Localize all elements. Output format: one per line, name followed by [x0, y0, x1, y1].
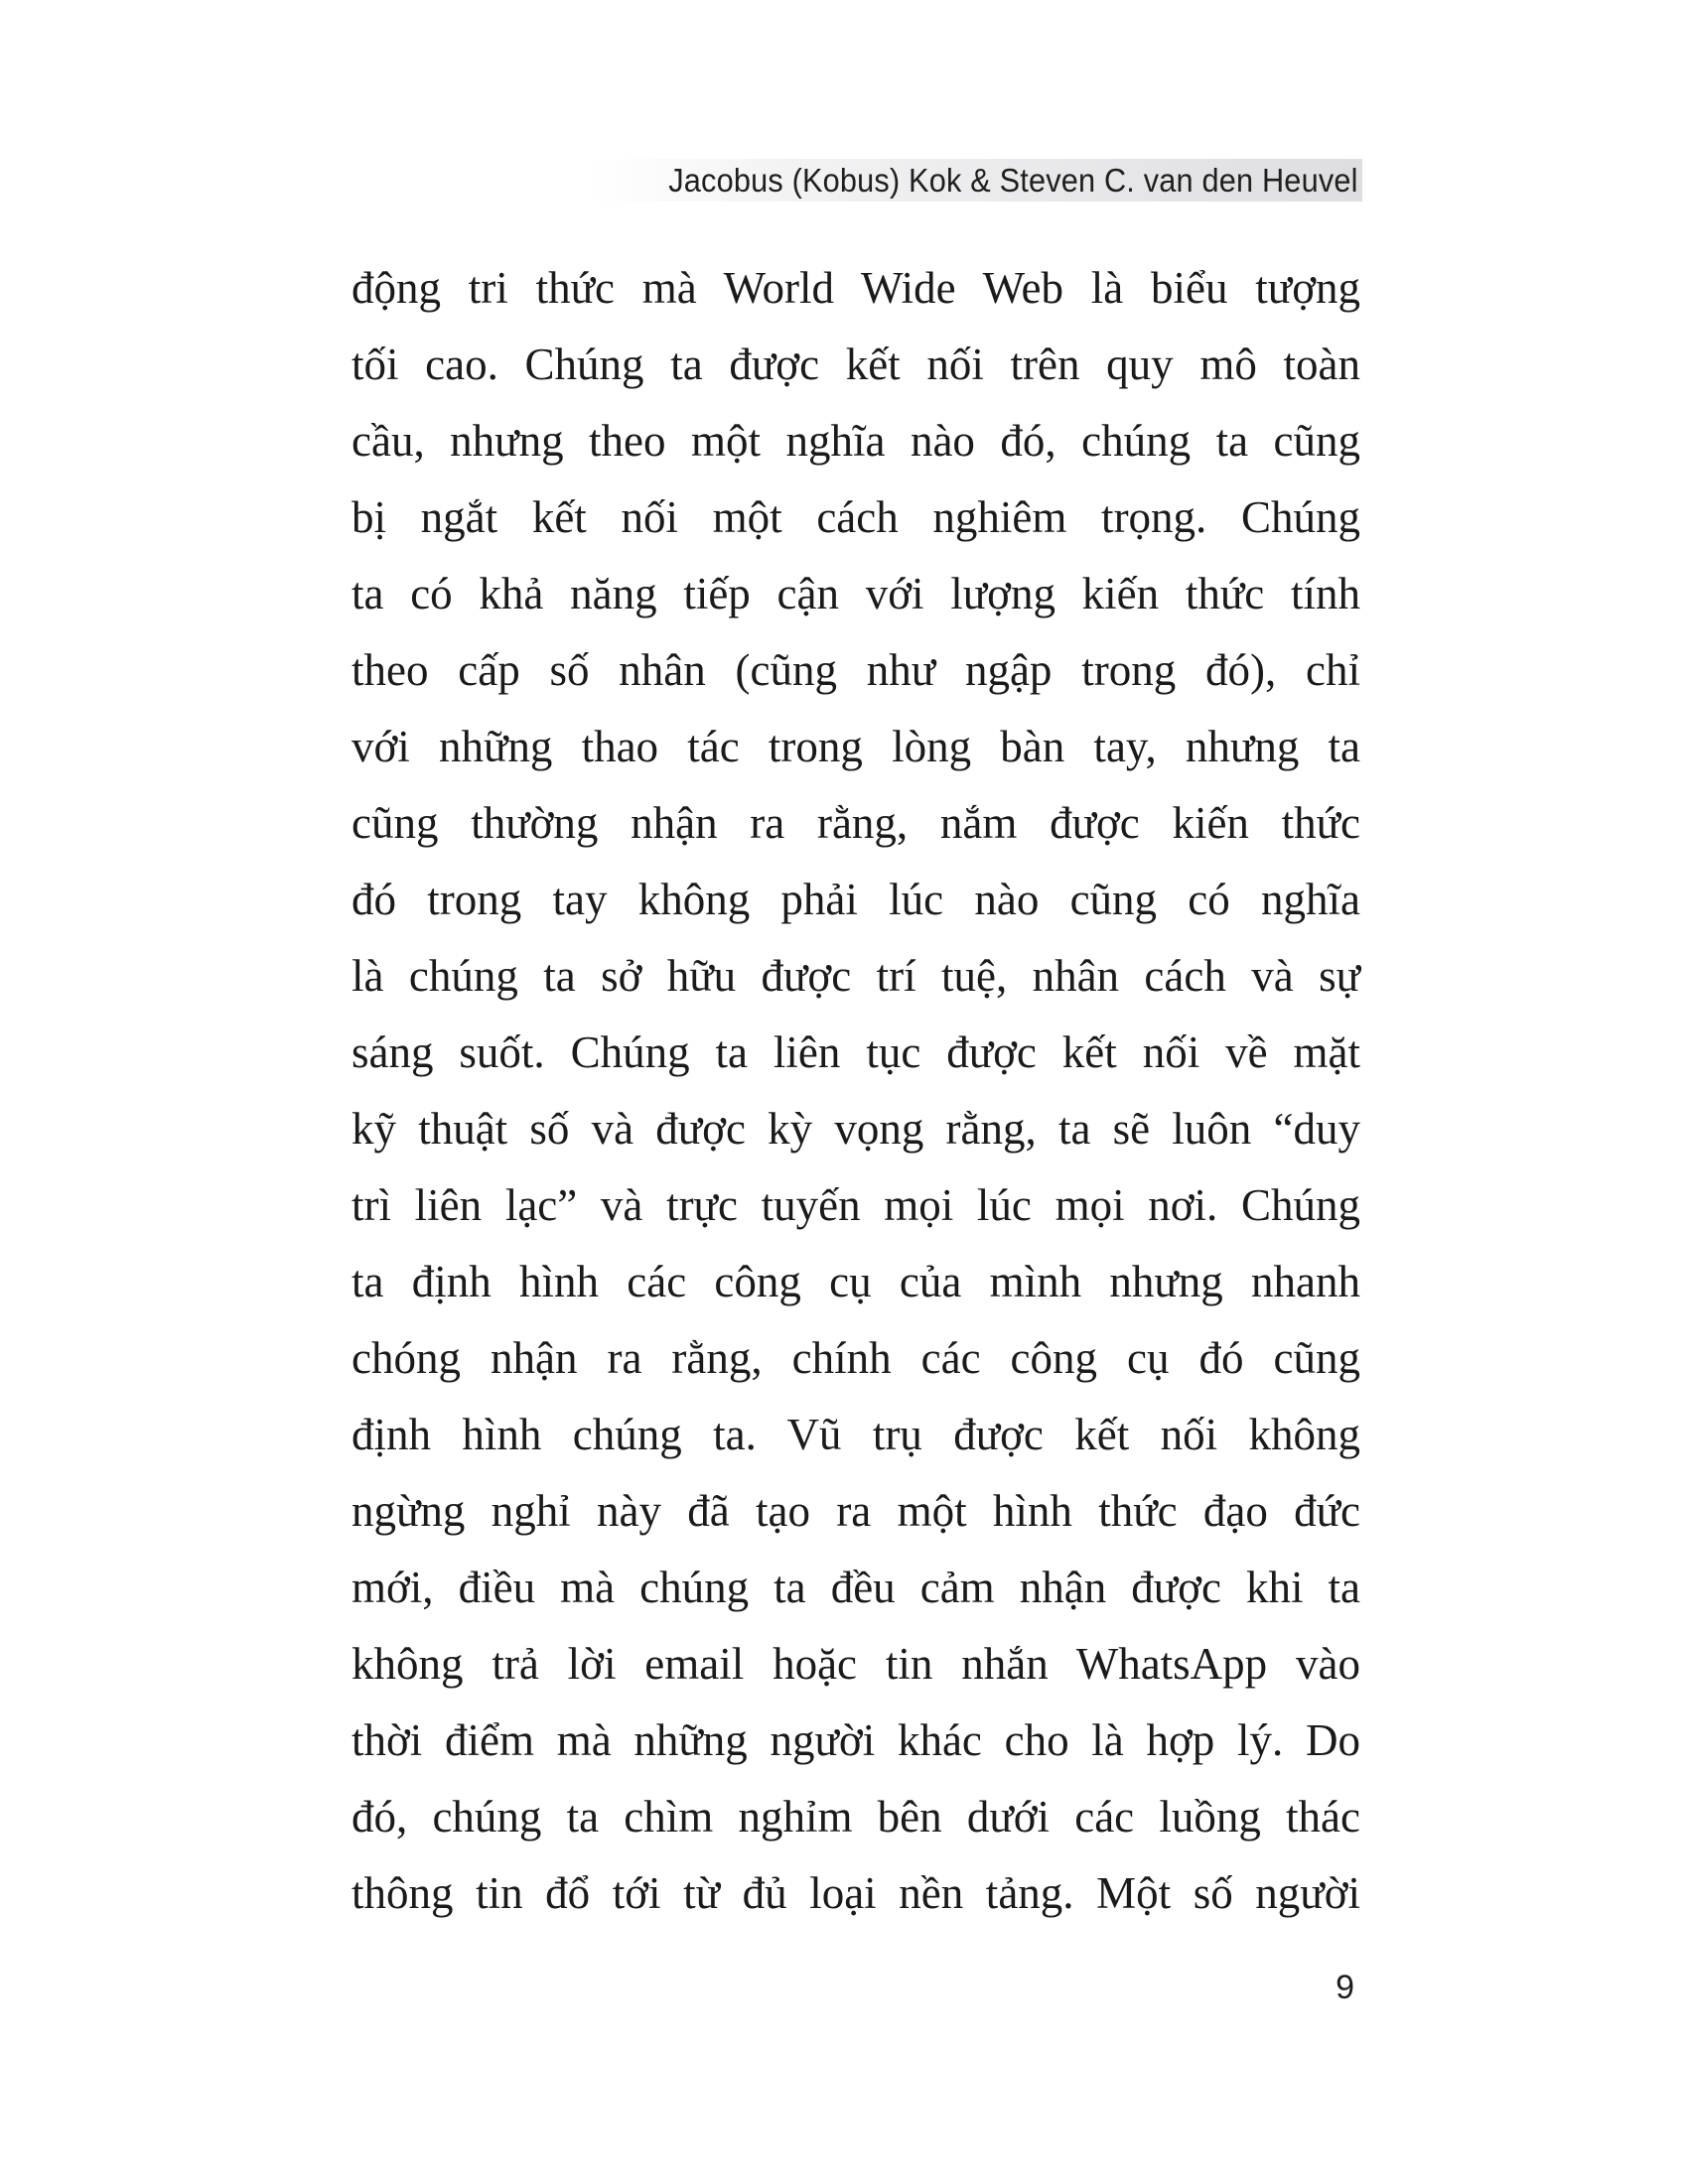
text-line: định hình chúng ta. Vũ trụ được kết nối không	[352, 1410, 1360, 1459]
text-line: không trả lời email hoặc tin nhắn WhatsApp vào	[352, 1639, 1360, 1689]
text-line: thông tin đổ tới từ đủ loại nền tảng. Một số người	[352, 1868, 1360, 1918]
text-line: ta có khả năng tiếp cận với lượng kiến thức tính	[352, 569, 1360, 618]
text-line: bị ngắt kết nối một cách nghiêm trọng. Chúng	[352, 492, 1360, 542]
text-line: đó, chúng ta chìm nghỉm bên dưới các luồng thác	[352, 1792, 1360, 1842]
text-line: trì liên lạc” và trực tuyến mọi lúc mọi nơi. Chúng	[352, 1180, 1360, 1230]
text-line: cũng thường nhận ra rằng, nắm được kiến thức	[352, 798, 1360, 848]
text-line: kỹ thuật số và được kỳ vọng rằng, ta sẽ luôn “duy	[352, 1104, 1360, 1154]
text-line: cầu, nhưng theo một nghĩa nào đó, chúng ta cũng	[352, 416, 1360, 466]
text-line: theo cấp số nhân (cũng như ngập trong đó), chỉ	[352, 645, 1360, 695]
text-line: thời điểm mà những người khác cho là hợp lý. Do	[352, 1715, 1360, 1765]
running-header	[592, 159, 1362, 202]
text-line: mới, điều mà chúng ta đều cảm nhận được khi ta	[352, 1563, 1360, 1612]
body-text	[352, 250, 1360, 1932]
text-line: chóng nhận ra rằng, chính các công cụ đó cũng	[352, 1333, 1360, 1383]
text-line: ngừng nghỉ này đã tạo ra một hình thức đạo đức	[352, 1486, 1360, 1536]
text-line: với những thao tác trong lòng bàn tay, nhưng ta	[352, 722, 1360, 771]
text-line: ta định hình các công cụ của mình nhưng nhanh	[352, 1257, 1360, 1306]
text-line: đó trong tay không phải lúc nào cũng có nghĩa	[352, 875, 1360, 924]
text-line: tối cao. Chúng ta được kết nối trên quy mô toàn	[352, 340, 1360, 389]
page-number: 9	[1336, 1969, 1354, 2006]
running-header-title: Jacobus (Kobus) Kok & Steven C. van den Heuvel	[668, 162, 1358, 199]
text-line: động tri thức mà World Wide Web là biểu tượng	[352, 263, 1360, 313]
text-line: là chúng ta sở hữu được trí tuệ, nhân cách và sự	[352, 951, 1360, 1001]
text-line: sáng suốt. Chúng ta liên tục được kết nối về mặt	[352, 1027, 1360, 1077]
